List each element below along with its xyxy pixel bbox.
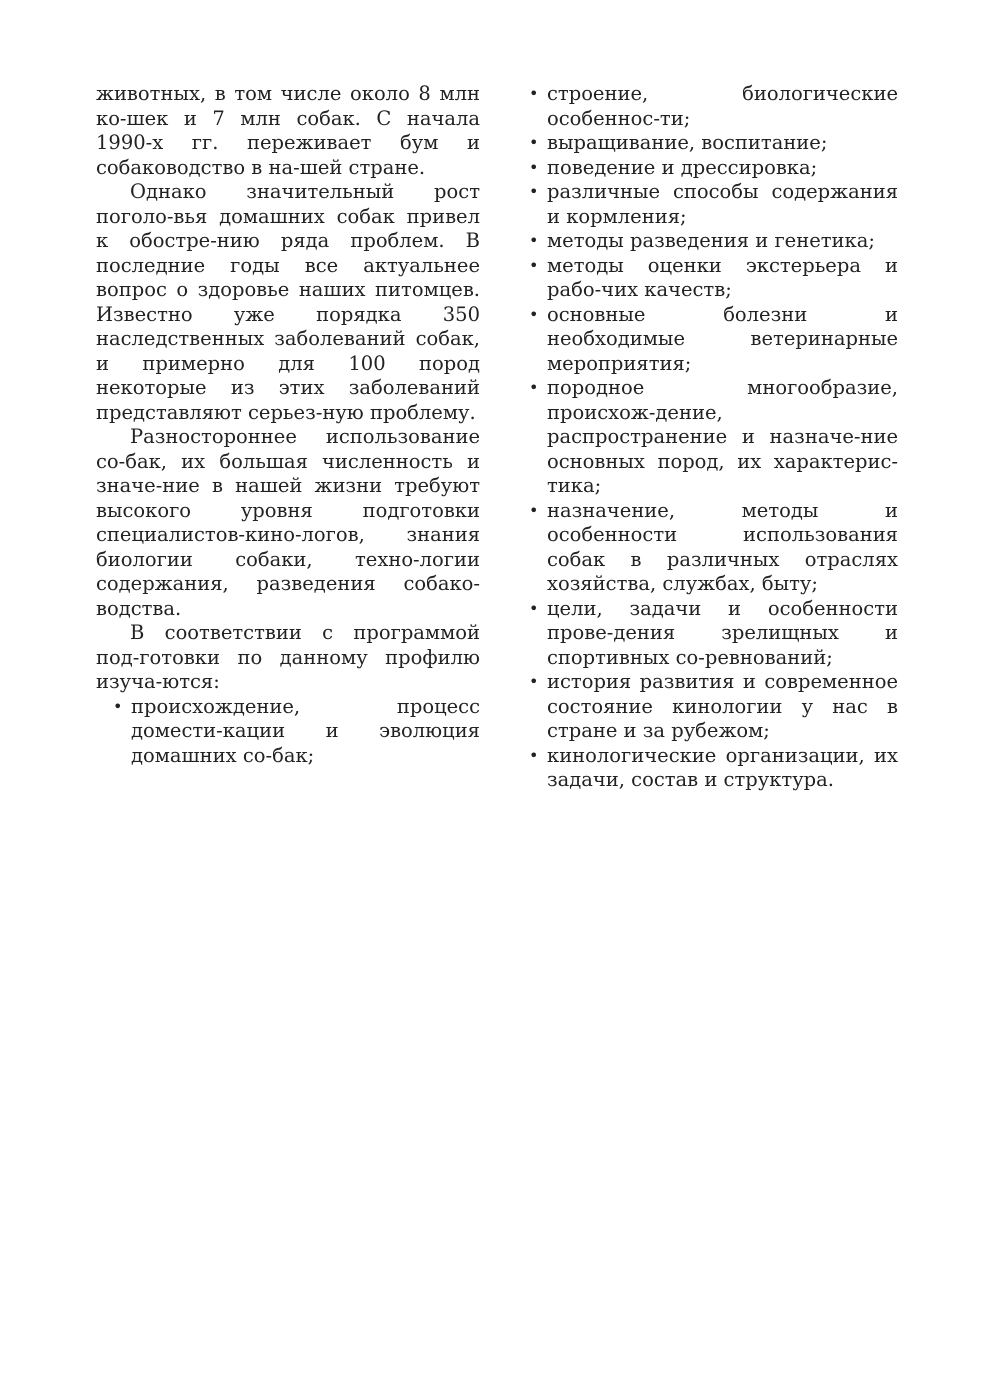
bullet-icon: •	[529, 598, 539, 618]
bullet-icon: •	[113, 696, 123, 716]
list-item: • история развития и современное состояние кинологии у нас в стране и за рубежом;	[529, 670, 898, 742]
bullet-icon: •	[529, 84, 539, 103]
list-item: • строение, биологические особеннос-ти;	[529, 82, 898, 130]
bullet-icon: •	[529, 157, 539, 177]
list-item: • кинологические организации, их задачи, состав и структура.	[529, 743, 898, 791]
list-item: • методы оценки экстерьера и рабо-чих качеств;	[529, 253, 898, 301]
list-item: • породное многообразие, происхож-дение, распространение и назначе-ние основных пород, их характерис-тика;	[529, 376, 898, 497]
bullet-icon: •	[529, 378, 539, 397]
paragraph-dog-usage: Разностороннее использование со-бак, их большая численность и значе-ние в нашей жизни требуют высокого уровня подготовки специалистов-кино-логов, знания биологии собаки, техно-логии содержания, разведения собако-водства.	[96, 425, 480, 620]
list-item: • различные способы содержания и кормления;	[529, 180, 898, 228]
topics-list-left	[96, 695, 480, 769]
bullet-icon: •	[529, 255, 539, 275]
bullet-icon: •	[529, 672, 539, 691]
left-column	[96, 82, 480, 768]
paragraph-continuation: животных, в том числе около 8 млн ко-шек и 7 млн собак. С начала 1990-х гг. переживает бум и собаководство в на-шей стране.	[96, 82, 480, 179]
topics-list-right	[528, 82, 898, 793]
right-column	[528, 82, 898, 793]
bullet-icon: •	[529, 231, 539, 250]
bullet-icon: •	[529, 500, 539, 520]
paragraph-dog-population: Однако значительный рост поголо-вья домашних собак привел к обостре-нию ряда проблем. В последние годы все актуальнее вопрос о здоровье наших питомцев. Известно уже порядка 350 наследственных заболеваний собак, и примерно для 100 пород некоторые из этих заболеваний представляют серьез-ную проблему.	[96, 180, 480, 424]
list-item: • основные болезни и необходимые ветеринарные мероприятия;	[529, 302, 898, 375]
bullet-icon: •	[529, 304, 539, 324]
list-item: • методы разведения и генетика;	[529, 229, 875, 252]
bullet-icon: •	[529, 133, 539, 152]
bullet-icon: •	[529, 182, 539, 201]
list-item: • назначение, методы и особенности использования собак в различных отраслях хозяйства, службах, быту;	[529, 498, 898, 595]
list-item: • выращивание, воспитание;	[529, 131, 828, 154]
list-item: • поведение и дрессировка;	[529, 155, 818, 179]
list-item: • происхождение, процесс домести-кации и эволюция домашних со-бак;	[113, 694, 480, 767]
list-item: • цели, задачи и особенности прове-дения зрелищных и спортивных со-ревнований;	[529, 596, 898, 669]
bullet-icon: •	[529, 745, 539, 765]
paragraph-program-intro: В соответствии с программой под-готовки по данному профилю изуча-ются:	[96, 621, 480, 693]
